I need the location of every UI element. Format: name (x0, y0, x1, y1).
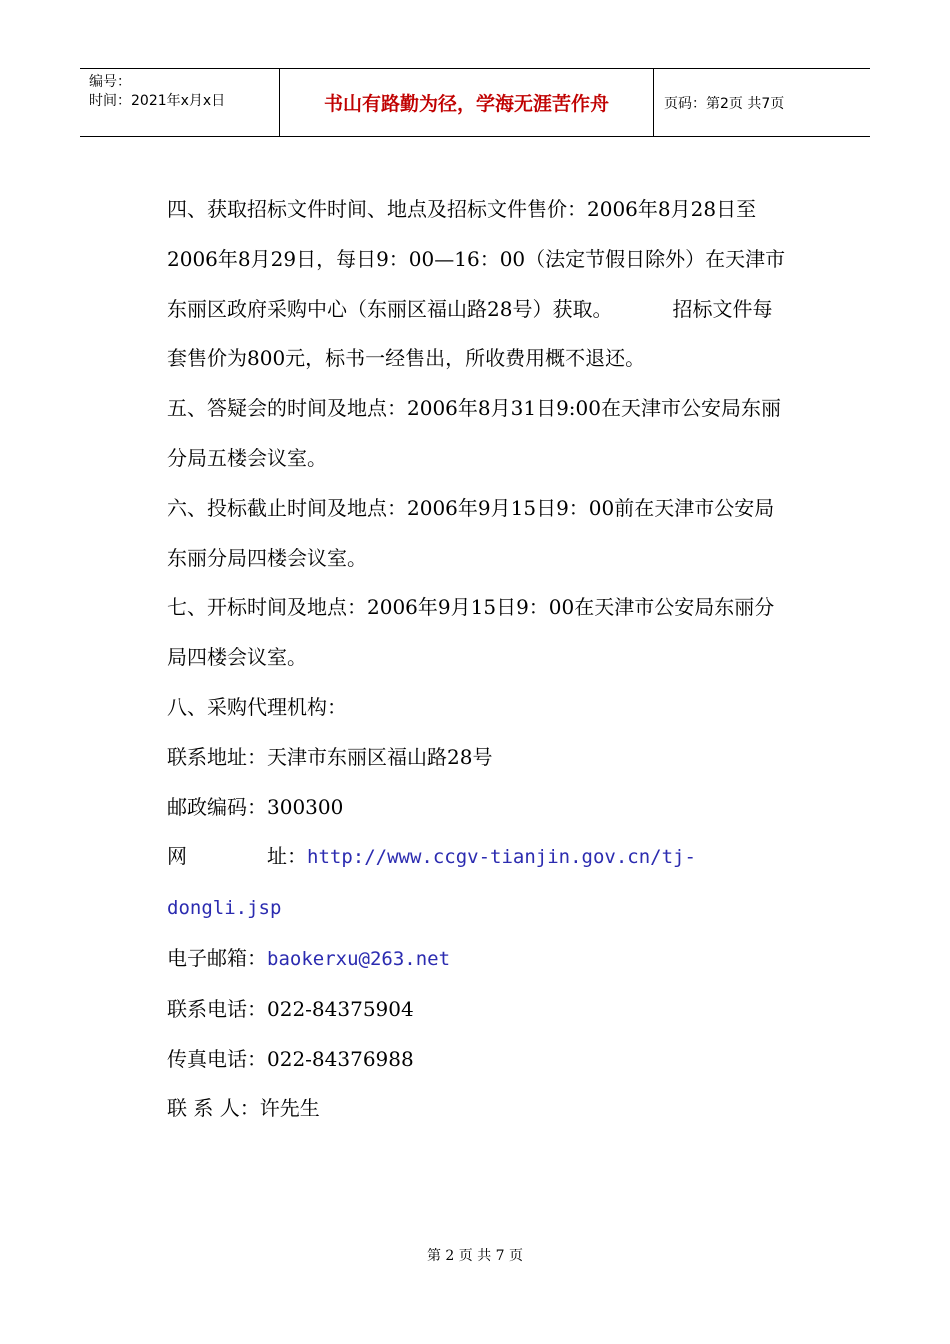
contact-phone: 联系电话：022-84375904 (167, 996, 414, 1021)
email-label: 电子邮箱： (167, 945, 267, 970)
website-link-part-1[interactable]: http://www.ccgv-tianjin.gov.cn/tj- (307, 846, 696, 869)
section-7: 七、开标时间及地点：2006年9月15日9：00在天津市公安局东丽分局四楼会议室。 (167, 595, 775, 670)
section-4 (167, 185, 787, 384)
page-header (80, 68, 870, 137)
number-label: 编号： (89, 74, 131, 90)
website-link-part-2[interactable]: dongli.jsp (167, 897, 282, 920)
page-footer: 第 2 页 共 7 页 (426, 1248, 524, 1264)
contact-address: 联系地址：天津市东丽区福山路28号 (167, 744, 493, 769)
email-link[interactable]: baokerxu@263.net (267, 947, 451, 970)
web-label-1: 网 (167, 844, 187, 869)
header-motto: 书山有路勤为径，学海无涯苦作舟 (280, 69, 654, 136)
time-label: 时间：2021年x月x日 (89, 93, 226, 109)
header-page-info: 页码：第2页 共7页 (664, 95, 785, 112)
web-label-2: 址： (267, 844, 307, 869)
contact-email (167, 934, 787, 985)
section-4-text-a: 四、获取招标文件时间、地点及招标文件售价：2006年8月28日至2006年8月29日，每日9：00—16：00（法定节假日除外）在天津市东丽区政府采购中心（东丽区福山路28号）获取。 (167, 197, 786, 321)
contact-person: 联 系 人：许先生 (167, 1096, 320, 1121)
section-6: 六、投标截止时间及地点：2006年9月15日9：00前在天津市公安局东丽分局四楼会议室。 (167, 495, 775, 570)
section-8: 八、采购代理机构： (167, 694, 347, 719)
document-body (167, 185, 787, 1134)
contact-postcode: 邮政编码：300300 (167, 794, 344, 819)
header-meta (80, 69, 280, 136)
contact-website (167, 832, 787, 934)
section-5: 五、答疑会的时间及地点：2006年8月31日9:00在天津市公安局东丽分局五楼会议室。 (167, 396, 781, 470)
section-4-text-b: 招标文件每套售价为800元，标书一经售出，所收费用概不退还。 (167, 296, 773, 371)
contact-fax: 传真电话：022-84376988 (167, 1046, 414, 1071)
